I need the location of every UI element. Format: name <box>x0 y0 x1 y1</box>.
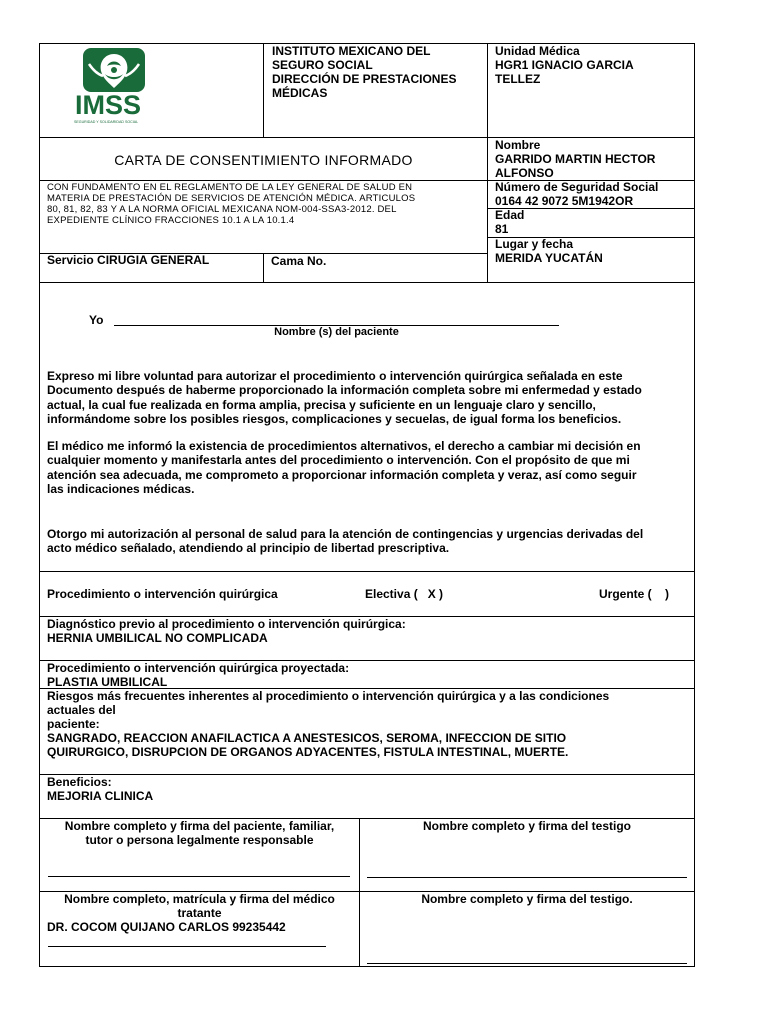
consent-form <box>39 43 695 967</box>
witness2-signature-label: Nombre completo y firma del testigo. <box>421 892 633 906</box>
service: Servicio CIRUGIA GENERAL <box>47 253 210 267</box>
diagnosis: Diagnóstico previo al procedimiento o intervención quirúrgica: HERNIA UMBILICAL NO COMPLICADA <box>47 617 406 645</box>
patient-age: Edad 81 <box>495 208 525 236</box>
divider <box>40 282 694 283</box>
divider <box>40 180 487 181</box>
bed-number: Cama No. <box>271 254 327 268</box>
divider <box>40 571 694 572</box>
divider <box>487 44 488 282</box>
social-security-number: Número de Seguridad Social 0164 42 9072 5M1942OR <box>495 180 659 208</box>
doctor-name: DR. COCOM QUIJANO CARLOS 99235442 <box>47 920 286 934</box>
logo-tagline: SEGURIDAD Y SOLIDARIDAD SOCIAL <box>74 120 139 124</box>
yo-label: Yo <box>89 313 104 327</box>
doctor-signature-label: Nombre completo, matrícula y firma del médico tratante <box>64 892 335 920</box>
urgent-checkbox[interactable]: Urgente ( ) <box>599 587 670 601</box>
medical-unit: Unidad Médica HGR1 IGNACIO GARCIA TELLEZ <box>495 44 634 86</box>
form-title: CARTA DE CONSENTIMIENTO INFORMADO <box>114 152 413 168</box>
elective-checkbox[interactable]: Electiva ( X ) <box>365 587 444 601</box>
benefits: Beneficios: MEJORIA CLINICA <box>47 775 154 803</box>
patient-signature-line <box>48 876 350 877</box>
witness-signature-line <box>367 877 687 878</box>
projected-procedure: Procedimiento o intervención quirúrgica proyectada: PLASTIA UMBILICAL <box>47 661 350 689</box>
place-date: Lugar y fecha MERIDA YUCATÁN <box>495 237 603 265</box>
witness2-signature-line <box>367 963 687 964</box>
logo-text: IMSS <box>75 90 142 120</box>
witness-signature-label: Nombre completo y firma del testigo <box>422 819 632 833</box>
legal-basis: CON FUNDAMENTO EN EL REGLAMENTO DE LA LEY GENERAL DE SALUD EN MATERIA DE PRESTACIÓN DE SERVICIOS DE ATENCIÓN MÉDICA. ARTICULOS 80, 81, 82, 83 Y A LA NORMA OFICIAL MEXICANA NOM-004-SSA3-2012. DEL EXPEDIENTE CLÍNICO FRACCIONES 10.1 A LA 10.1.4 <box>47 182 416 226</box>
patient-name: Nombre GARRIDO MARTIN HECTOR ALFONSO <box>495 138 656 180</box>
procedure-type-label: Procedimiento o intervención quirúrgica <box>47 587 278 601</box>
consent-paragraph-2: El médico me informó la existencia de procedimientos alternativos, el derecho a cambiar mi decisión en cualquier momento y manifestarla antes del procedimiento o intervención. Con el propósito de que mi atención sea adecuada, me comprometo a proporcionar información completa y veraz, así como seguir las indicaciones médicas. <box>47 439 641 496</box>
institute-name: INSTITUTO MEXICANO DEL SEGURO SOCIAL DIRECCIÓN DE PRESTACIONES MÉDICAS <box>272 44 457 100</box>
patient-name-caption: Nombre (s) del paciente <box>274 326 399 338</box>
divider <box>263 253 264 282</box>
patient-signature-label: Nombre completo y firma del paciente, familiar, tutor o persona legalmente responsable <box>64 819 335 847</box>
consent-paragraph-3: Otorgo mi autorización al personal de salud para la atención de contingencias y urgencias derivadas del acto médico señalado, atendiendo al principio de libertad prescriptiva. <box>47 527 644 556</box>
divider <box>263 44 264 137</box>
risks: Riesgos más frecuentes inherentes al procedimiento o intervención quirúrgica y a las condiciones actuales del paciente: SANGRADO, REACCION ANAFILACTICA A ANESTESICOS, SEROMA, INFECCION DE SITIO QUIRURGICO, DISRUPCION DE ORGANOS ADYACENTES, FISTULA INTESTINAL, MUERTE. <box>47 689 610 759</box>
consent-paragraph-1: Expreso mi libre voluntad para autorizar el procedimiento o intervención quirúrgica señalada en este Documento después de haberme proporcionado la información completa sobre mi enfermedad y estado actual, la cual fue realizada en forma amplia, precisa y suficiente en un lenguaje claro y sencillo, informándome sobre los posibles riesgos, complicaciones y secuelas, de igual forma los beneficios. <box>47 369 642 426</box>
doctor-signature-line <box>48 946 326 947</box>
